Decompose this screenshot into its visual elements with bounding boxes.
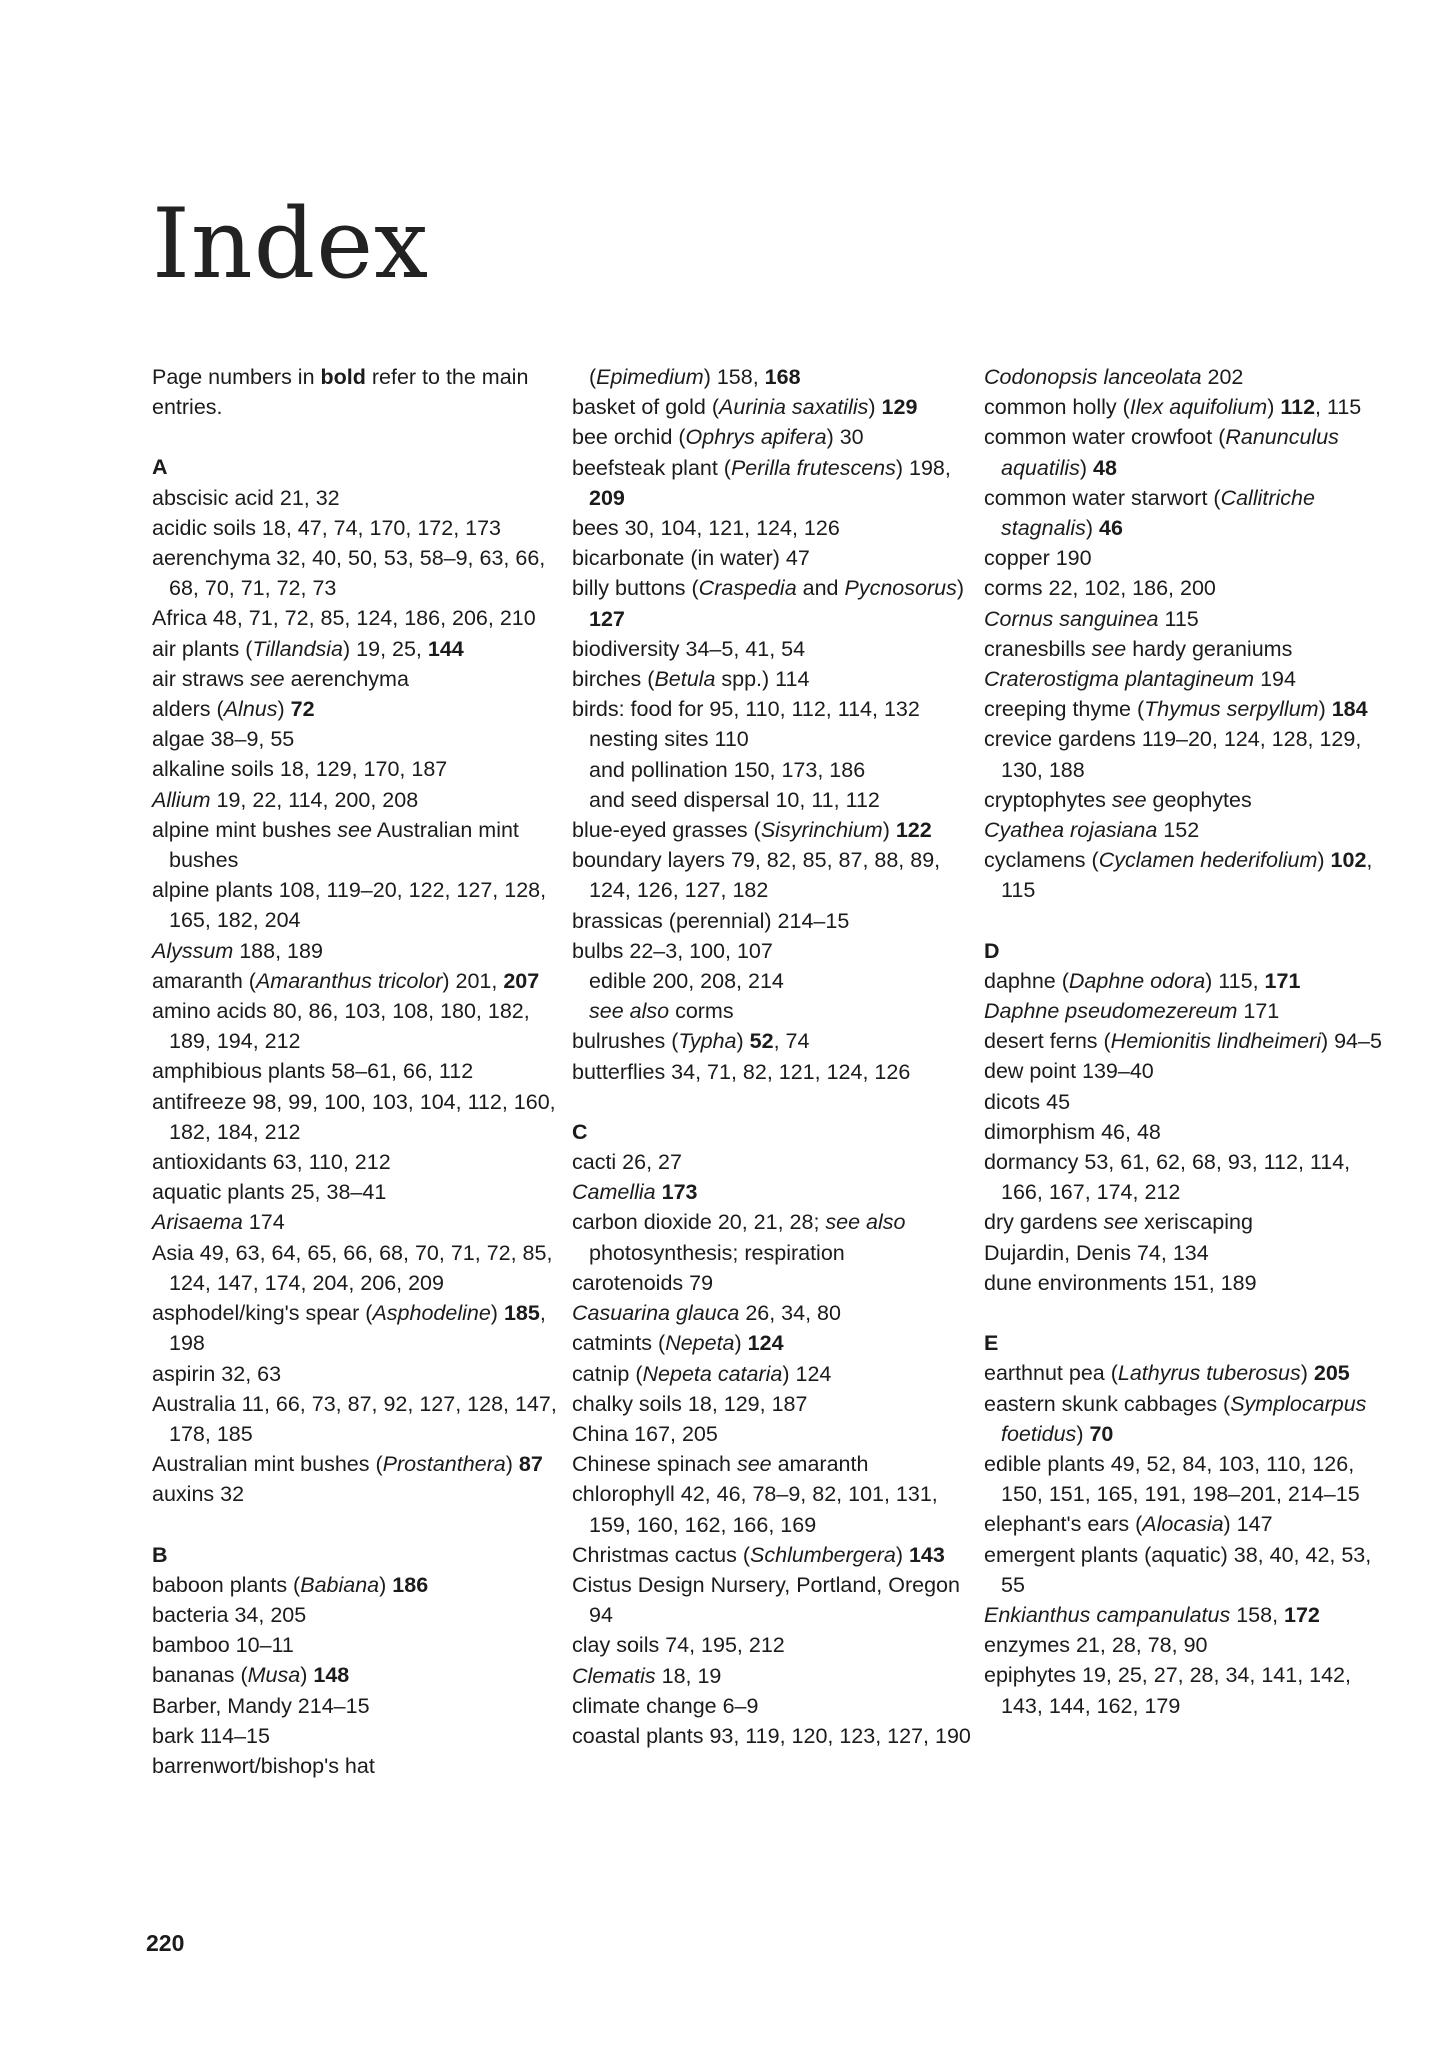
index-entry: climate change 6–9 [572, 1693, 759, 1718]
index-entry: edible plants 49, 52, 84, 103, 110, 126, 150, 151, 165, 191, 198–201, 214–15 [984, 1451, 1360, 1507]
index-entry: epiphytes 19, 25, 27, 28, 34, 141, 142, 143, 144, 162, 179 [984, 1663, 1351, 1718]
index-intro: Page numbers in bold refer to the main entries. [152, 365, 529, 420]
index-entry: crevice gardens 119–20, 124, 128, 129, 130, 188 [984, 727, 1362, 782]
index-entry: barrenwort/bishop's hat [152, 1753, 375, 1778]
index-entry: butterflies 34, 71, 82, 121, 124, 126 [572, 1059, 911, 1084]
index-entry: alpine plants 108, 119–20, 122, 127, 128, 165, 182, 204 [152, 878, 547, 933]
index-subentry: edible 200, 208, 214 [589, 969, 784, 994]
index-entry: carbon dioxide 20, 21, 28; see also photosynthesis; respiration [572, 1210, 906, 1265]
index-entry: Africa 48, 71, 72, 85, 124, 186, 206, 210 [152, 606, 536, 631]
index-entry: chlorophyll 42, 46, 78–9, 82, 101, 131, 159, 160, 162, 166, 169 [572, 1482, 938, 1537]
section-letter: E [984, 1331, 999, 1356]
index-entry: antioxidants 63, 110, 212 [152, 1150, 391, 1175]
index-entry: Cistus Design Nursery, Portland, Oregon 94 [572, 1572, 960, 1628]
index-entry: copper 190 [984, 546, 1092, 571]
index-entry: asphodel/king's spear (Asphodeline) 185, 198 [152, 1301, 546, 1356]
index-entry: acidic soils 18, 47, 74, 170, 172, 173 [152, 515, 502, 540]
index-entry: aquatic plants 25, 38–41 [152, 1180, 387, 1205]
index-entry: cyclamens (Cyclamen hederifolium) 102, 115 [984, 848, 1373, 903]
index-entry: Camellia 173 [572, 1180, 698, 1205]
index-entry: Daphne pseudomezereum 171 [984, 999, 1280, 1024]
page-number: 220 [146, 1930, 185, 1956]
index-entries [984, 362, 1389, 1721]
index-entry: bee orchid (Ophrys apifera) 30 [572, 425, 864, 450]
index-entry: common water crowfoot (Ranunculus aquatilis) 48 [984, 425, 1339, 480]
index-entry: auxins 32 [152, 1482, 245, 1507]
index-entry: Barber, Mandy 214–15 [152, 1693, 370, 1718]
index-entry: alpine mint bushes see Australian mint bushes [152, 817, 519, 873]
index-column-1 [152, 362, 557, 1781]
index-subentry: and seed dispersal 10, 11, 112 [589, 787, 880, 812]
index-entry: dew point 139–40 [984, 1059, 1154, 1084]
index-entry: Casuarina glauca 26, 34, 80 [572, 1301, 841, 1326]
index-entry: eastern skunk cabbages (Symplocarpus foetidus) 70 [984, 1391, 1367, 1446]
index-entry: alders (Alnus) 72 [152, 697, 315, 722]
index-entry: chalky soils 18, 129, 187 [572, 1391, 808, 1416]
index-entry: common water starwort (Callitriche stagnalis) 46 [984, 485, 1315, 541]
index-entry: (Epimedium) 158, 168 [589, 365, 801, 389]
index-entry: biodiversity 34–5, 41, 54 [572, 636, 806, 661]
index-entry: China 167, 205 [572, 1421, 718, 1446]
index-entry: boundary layers 79, 82, 85, 87, 88, 89, 124, 126, 127, 182 [572, 848, 941, 903]
index-entry: baboon plants (Babiana) 186 [152, 1572, 429, 1597]
index-entry: Cornus sanguinea 115 [984, 606, 1199, 631]
index-entry: Australian mint bushes (Prostanthera) 87 [152, 1452, 543, 1477]
index-subentry: see also corms [589, 999, 734, 1024]
index-entry: bananas (Musa) 148 [152, 1663, 350, 1688]
index-entry: Cyathea rojasiana 152 [984, 818, 1200, 843]
section-letter: C [572, 1119, 588, 1144]
index-entry: Codonopsis lanceolata 202 [984, 365, 1244, 389]
index-entry: common holly (Ilex aquifolium) 112, 115 [984, 395, 1362, 420]
index-entry: Allium 19, 22, 114, 200, 208 [152, 787, 419, 812]
index-subentry: nesting sites 110 [589, 727, 749, 752]
index-entry: bamboo 10–11 [152, 1633, 294, 1658]
index-entry: basket of gold (Aurinia saxatilis) 129 [572, 395, 918, 420]
index-entry: desert ferns (Hemionitis lindheimeri) 94–5 [984, 1029, 1382, 1054]
index-column-3 [984, 362, 1389, 1721]
index-entry: Clematis 18, 19 [572, 1663, 722, 1688]
index-entry: corms 22, 102, 186, 200 [984, 576, 1216, 601]
index-entry: Australia 11, 66, 73, 87, 92, 127, 128, 147, 178, 185 [152, 1391, 557, 1446]
index-entry: Christmas cactus (Schlumbergera) 143 [572, 1542, 945, 1567]
index-entry: creeping thyme (Thymus serpyllum) 184 [984, 697, 1368, 722]
index-entry: air plants (Tillandsia) 19, 25, 144 [152, 636, 464, 661]
index-entry: cacti 26, 27 [572, 1150, 682, 1175]
index-entry: bees 30, 104, 121, 124, 126 [572, 516, 840, 541]
index-entry: clay soils 74, 195, 212 [572, 1633, 785, 1658]
index-entry: Enkianthus campanulatus 158, 172 [984, 1602, 1320, 1627]
index-entry: catmints (Nepeta) 124 [572, 1331, 784, 1356]
index-entry: elephant's ears (Alocasia) 147 [984, 1512, 1273, 1537]
index-entry: Asia 49, 63, 64, 65, 66, 68, 70, 71, 72, 85, 124, 147, 174, 204, 206, 209 [152, 1240, 553, 1295]
index-entry: algae 38–9, 55 [152, 727, 295, 752]
index-entry: aerenchyma 32, 40, 50, 53, 58–9, 63, 66, 68, 70, 71, 72, 73 [152, 546, 546, 601]
index-entry: beefsteak plant (Perilla frutescens) 198, 209 [572, 455, 951, 510]
index-entry: emergent plants (aquatic) 38, 40, 42, 53, 55 [984, 1542, 1372, 1597]
index-entry: bicarbonate (in water) 47 [572, 546, 810, 571]
index-entry: bulbs 22–3, 100, 107 [572, 938, 773, 963]
index-entry: dimorphism 46, 48 [984, 1119, 1161, 1144]
section-letter: B [152, 1542, 168, 1567]
index-entry: dune environments 151, 189 [984, 1270, 1257, 1295]
index-entry: birches (Betula spp.) 114 [572, 667, 810, 692]
index-entry: enzymes 21, 28, 78, 90 [984, 1633, 1208, 1658]
index-entry: dicots 45 [984, 1089, 1071, 1114]
index-entry: dormancy 53, 61, 62, 68, 93, 112, 114, 166, 167, 174, 212 [984, 1150, 1351, 1205]
index-entry: Craterostigma plantagineum 194 [984, 667, 1296, 692]
index-entry: antifreeze 98, 99, 100, 103, 104, 112, 160, 182, 184, 212 [152, 1089, 556, 1144]
index-entries [152, 452, 557, 1781]
index-entry: abscisic acid 21, 32 [152, 485, 340, 510]
index-entry: daphne (Daphne odora) 115, 171 [984, 968, 1301, 993]
index-entry: amaranth (Amaranthus tricolor) 201, 207 [152, 968, 540, 993]
index-entry: cryptophytes see geophytes [984, 787, 1252, 812]
index-entry: coastal plants 93, 119, 120, 123, 127, 190 [572, 1723, 971, 1748]
index-entry: catnip (Nepeta cataria) 124 [572, 1361, 832, 1386]
index-entries [572, 362, 977, 1751]
index-subentry: and pollination 150, 173, 186 [589, 757, 866, 782]
index-entry: amphibious plants 58–61, 66, 112 [152, 1059, 474, 1084]
index-entry: alkaline soils 18, 129, 170, 187 [152, 757, 448, 782]
page-title: Index [152, 188, 430, 300]
index-entry: Dujardin, Denis 74, 134 [984, 1240, 1209, 1265]
index-entry: bulrushes (Typha) 52, 74 [572, 1029, 810, 1054]
index-entry: Chinese spinach see amaranth [572, 1452, 869, 1477]
index-entry: Alyssum 188, 189 [152, 938, 323, 963]
index-entry: blue-eyed grasses (Sisyrinchium) 122 [572, 818, 932, 843]
index-entry: cranesbills see hardy geraniums [984, 636, 1293, 661]
index-entry: dry gardens see xeriscaping [984, 1210, 1253, 1235]
section-letter: A [152, 455, 168, 480]
index-entry: air straws see aerenchyma [152, 666, 409, 691]
index-column-2 [572, 362, 977, 1751]
index-entry: Arisaema 174 [152, 1210, 285, 1235]
section-letter: D [984, 938, 1000, 963]
index-entry: earthnut pea (Lathyrus tuberosus) 205 [984, 1361, 1350, 1386]
index-entry: billy buttons (Craspedia and Pycnosorus) 127 [572, 576, 965, 631]
index-entry: bacteria 34, 205 [152, 1602, 307, 1627]
index-entry: birds: food for 95, 110, 112, 114, 132 [572, 697, 920, 722]
index-entry: aspirin 32, 63 [152, 1361, 282, 1386]
index-entry: brassicas (perennial) 214–15 [572, 908, 850, 933]
index-entry: carotenoids 79 [572, 1270, 714, 1295]
index-entry: amino acids 80, 86, 103, 108, 180, 182, 189, 194, 212 [152, 999, 530, 1054]
index-entry: bark 114–15 [152, 1723, 270, 1748]
